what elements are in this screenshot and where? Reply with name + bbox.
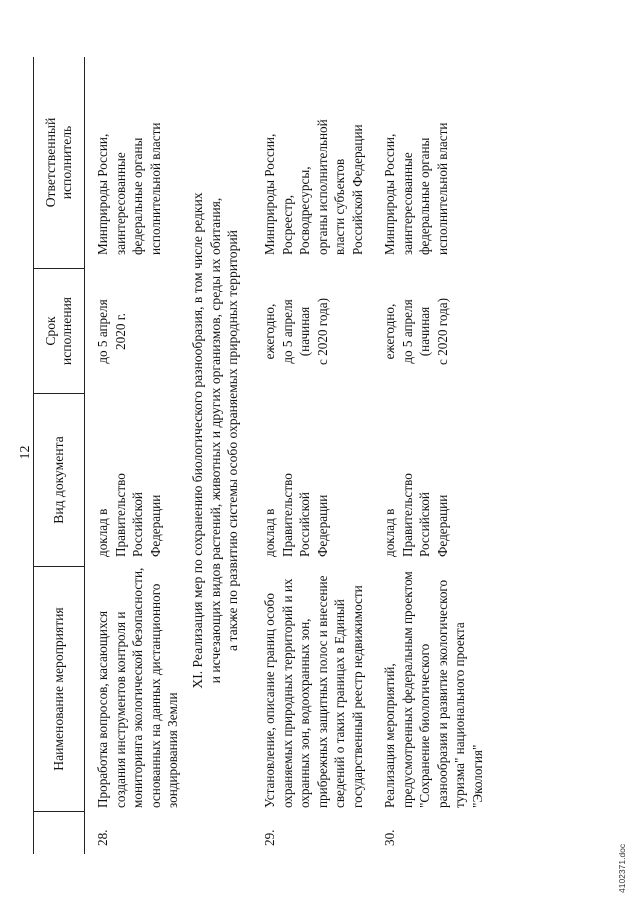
text-line: Правительство bbox=[112, 473, 128, 557]
text-line: Минприроды России, bbox=[262, 133, 277, 255]
section-heading bbox=[189, 57, 255, 854]
document-id: 4102371.doc bbox=[617, 843, 627, 893]
row-responsible bbox=[94, 57, 182, 269]
table-row bbox=[261, 57, 373, 854]
section-heading-line: а также по развитию системы особо охраняемых природных территорий bbox=[225, 230, 240, 651]
text-line: 2020 г. bbox=[112, 313, 128, 350]
row-responsible bbox=[261, 57, 373, 269]
text-line: создания инструментов контроля и bbox=[112, 611, 128, 808]
section-heading-line: и исчезающих видов растений, животных и других организмов, среды их обитания, bbox=[207, 197, 223, 684]
section-heading-line: XI. Реализация мер по сохранению биологического разнообразия, в том числе редких bbox=[190, 192, 205, 689]
header-responsible bbox=[34, 57, 84, 269]
text-line: прибрежных защитных полос и внесение bbox=[314, 575, 330, 808]
text-line: федеральные органы bbox=[130, 137, 145, 255]
table-row bbox=[94, 57, 182, 854]
text-line: основанных на данных дистанционного bbox=[147, 583, 163, 808]
text-line: (начиная bbox=[297, 306, 312, 357]
text-line: разнообразия и развитие экологического bbox=[434, 579, 450, 808]
text-line: предусмотренных федеральным проектом bbox=[399, 571, 415, 808]
text-line: (начиная bbox=[417, 306, 432, 357]
text-line: доклад в bbox=[382, 508, 397, 557]
row-number: 28. bbox=[95, 829, 110, 846]
row-name bbox=[261, 567, 373, 812]
text-line: Проработка вопросов, касающихся bbox=[95, 610, 110, 808]
text-line: доклад в bbox=[262, 508, 277, 557]
text-line: Российской bbox=[130, 492, 145, 557]
text-line: "Экология" bbox=[469, 744, 485, 808]
text-line: исполнительной власти bbox=[147, 122, 163, 255]
text-line: охраняемых природных территорий и их bbox=[279, 578, 295, 808]
row-doc-type bbox=[381, 394, 486, 567]
text-line: Правительство bbox=[399, 473, 415, 557]
text-line: органы исполнительной bbox=[314, 119, 330, 255]
text-line: Российской bbox=[297, 492, 312, 557]
text-line: с 2020 года) bbox=[314, 297, 330, 366]
table-row bbox=[381, 57, 486, 854]
header-term-line: Срок bbox=[43, 316, 58, 346]
row-number: 29. bbox=[262, 829, 277, 846]
text-line: Минприроды России, bbox=[95, 133, 110, 255]
text-line: заинтересованные bbox=[112, 152, 128, 255]
header-doc-type: Вид документа bbox=[34, 394, 84, 567]
header-term-line: исполнения bbox=[59, 296, 74, 366]
text-line: охранных зон, водоохранных зон, bbox=[297, 618, 312, 808]
text-line: Установление, описание границ особо bbox=[262, 593, 277, 808]
table-header bbox=[33, 57, 85, 854]
header-name: Наименование мероприятия bbox=[34, 567, 84, 812]
row-name bbox=[94, 567, 182, 812]
text-line: государственный реестр недвижимости bbox=[349, 585, 365, 808]
row-number: 30. bbox=[382, 829, 397, 846]
text-line: Федерации bbox=[314, 494, 330, 557]
text-line: исполнительной власти bbox=[434, 122, 450, 255]
measures-table bbox=[33, 57, 486, 854]
text-line: "Сохранение биологического bbox=[417, 643, 432, 808]
header-responsible-line: Ответственный bbox=[43, 117, 58, 208]
text-line: Федерации bbox=[434, 494, 450, 557]
row-doc-type bbox=[94, 394, 182, 567]
row-name bbox=[381, 567, 486, 812]
text-line: ежегодно, bbox=[262, 303, 277, 360]
text-line: сведений о таких границах в Единый bbox=[332, 599, 347, 808]
text-line: Российской Федерации bbox=[349, 124, 365, 255]
row-responsible bbox=[381, 57, 486, 269]
text-line: ежегодно, bbox=[382, 303, 397, 360]
text-line: Реализация мероприятий, bbox=[382, 663, 397, 808]
header-term bbox=[34, 269, 84, 394]
text-line: зондирования Земли bbox=[165, 692, 180, 808]
header-responsible-line: исполнитель bbox=[59, 125, 74, 200]
text-line: Правительство bbox=[279, 473, 295, 557]
row-term bbox=[381, 269, 486, 394]
text-line: до 5 апреля bbox=[95, 299, 110, 364]
page-number: 12 bbox=[18, 445, 33, 460]
text-line: власти субъектов bbox=[332, 158, 347, 255]
text-line: Минприроды России, bbox=[382, 133, 397, 255]
text-line: до 5 апреля bbox=[399, 299, 415, 364]
text-line: туризма" национального проекта bbox=[452, 622, 467, 808]
row-term bbox=[94, 269, 182, 394]
text-line: доклад в bbox=[95, 508, 110, 557]
text-line: Росреестр, bbox=[279, 194, 295, 255]
header-num bbox=[34, 812, 84, 854]
text-line: Росводресурсы, bbox=[297, 166, 312, 255]
row-term bbox=[261, 269, 373, 394]
text-line: заинтересованные bbox=[399, 152, 415, 255]
text-line: федеральные органы bbox=[417, 137, 432, 255]
text-line: мониторинга экологической безопасности, bbox=[130, 567, 145, 808]
text-line: до 5 апреля bbox=[279, 299, 295, 364]
text-line: Федерации bbox=[147, 494, 163, 557]
text-line: Российской bbox=[417, 492, 432, 557]
row-doc-type bbox=[261, 394, 373, 567]
text-line: с 2020 года) bbox=[434, 297, 450, 366]
